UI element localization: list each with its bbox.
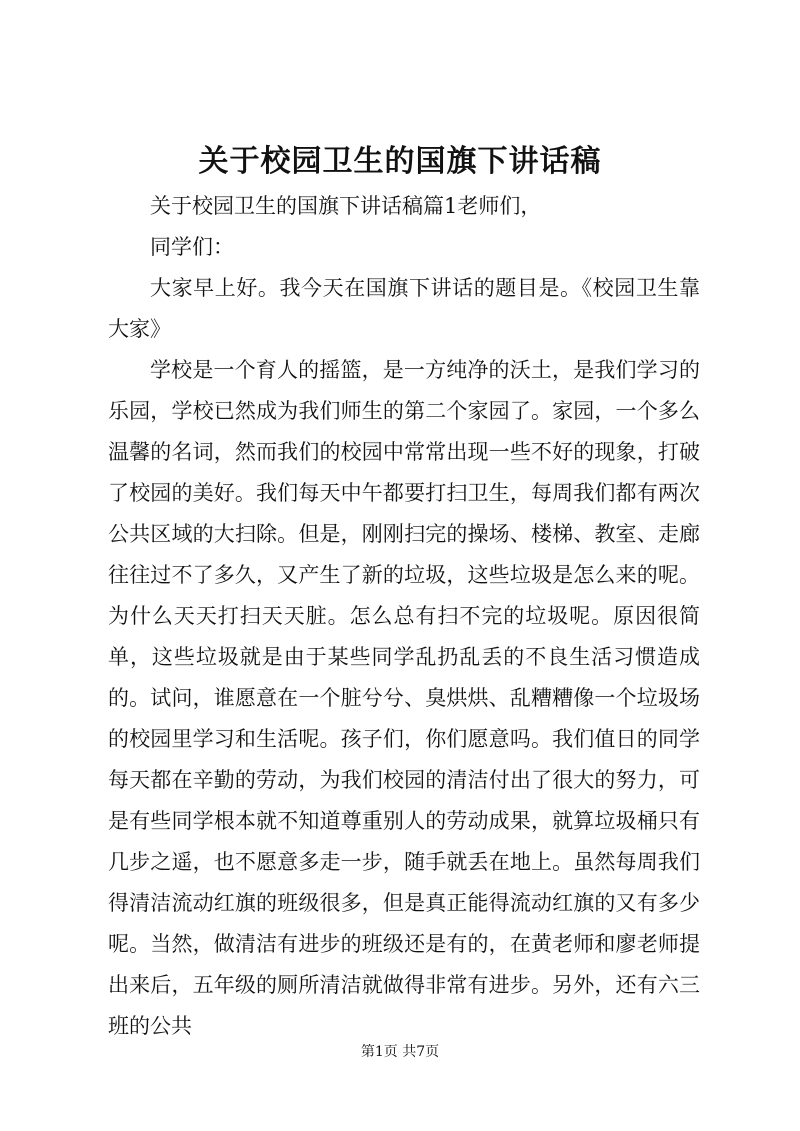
paragraph-2: 同学们： (150, 235, 234, 259)
paragraph-1: 关于校园卫生的国旗下讲话稿篇1老师们， (150, 194, 542, 218)
paragraph-4: 学校是一个育人的摇篮，是一方纯净的沃土，是我们学习的乐园，学校已然成为我们师生的第二个家园了。家园，一个多么温馨的名词，然而我们的校园中常常出现一些不好的现象，打破了校园的美好。我们每天中午都要打扫卫生，每周我们都有两次公共区域的大扫除。但是，刚刚扫完的操场、楼梯、教室、走廊往往过不了多久，又产生了新的垃圾，这些垃圾是怎么来的呢。为什么天天打扫天天脏。怎么总有扫不完的垃圾呢。原因很简单，这些垃圾就是由于某些同学乱扔乱丢的不良生活习惯造成的。试问，谁愿意在一个脏兮兮、臭烘烘、乱糟糟像一个垃圾场的校园里学习和生活呢。孩子们，你们愿意吗。我们值日的同学每天都在辛勤的劳动，为我们校园的清洁付出了很大的努力，可是有些同学根本就不知道尊重别人的劳动成果，就算垃圾桶只有几步之遥，也不愿意多走一步，随手就丢在地上。虽然每周我们得清洁流动红旗的班级很多，但是真正能得流动红旗的又有多少呢。当然，做清洁有进步的班级还是有的，在黄老师和廖老师提出来后，五年级的厕所清洁就做得非常有进步。另外，还有六三班的公共 (108, 358, 700, 1038)
paragraph-3: 大家早上好。我今天在国旗下讲话的题目是。《校园卫生靠大家》 (108, 276, 700, 341)
page-number-footer: 第1页 共7页 (360, 1044, 440, 1060)
document-body (108, 186, 700, 1047)
document-title: 关于校园卫生的国旗下讲话稿 (198, 144, 602, 179)
